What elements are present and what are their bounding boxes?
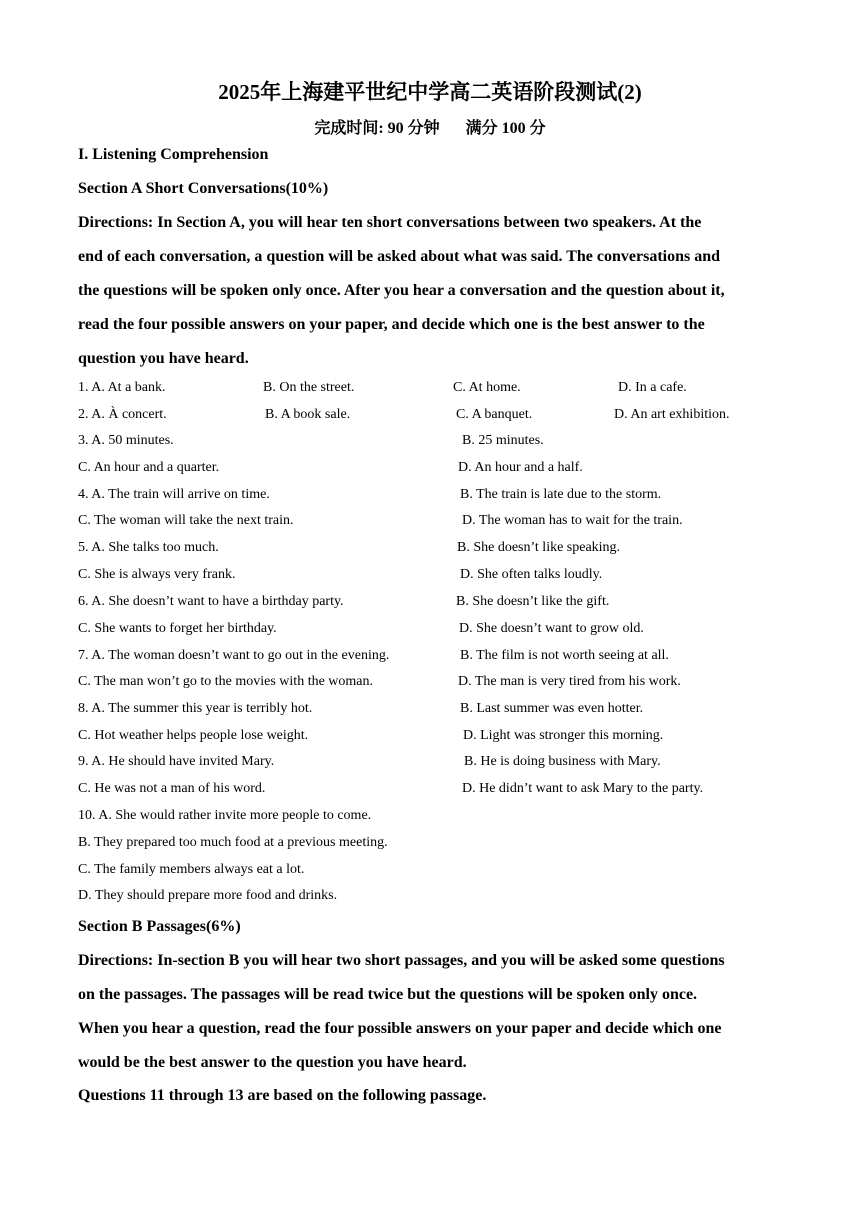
section-a-directions-line: read the four possible answers on your paper, and decide which one is the best answer to the (78, 316, 705, 333)
question-3-option-c: C. An hour and a quarter. (78, 460, 220, 475)
question-6-option-d: D. She doesn’t want to grow old. (459, 621, 644, 636)
section-a-directions-line: Directions: In Section A, you will hear ten short conversations between two speakers. At the (78, 214, 702, 231)
question-4-option-d: D. The woman has to wait for the train. (462, 513, 683, 528)
question-9-option-a: 9. A. He should have invited Mary. (78, 754, 275, 769)
question-7-option-d: D. The man is very tired from his work. (458, 674, 681, 689)
section-b-directions-line: When you hear a question, read the four possible answers on your paper and decide which one (78, 1020, 722, 1037)
question-9-option-c: C. He was not a man of his word. (78, 781, 266, 796)
question-8-option-c: C. Hot weather helps people lose weight. (78, 728, 309, 743)
question-6-option-b: B. She doesn’t like the gift. (456, 594, 610, 609)
section-a-heading: Section A Short Conversations(10%) (78, 180, 329, 197)
question-4-option-a: 4. A. The train will arrive on time. (78, 487, 270, 502)
part-heading: I. Listening Comprehension (78, 146, 269, 163)
section-b-directions-line: on the passages. The passages will be read twice but the questions will be spoken only once. (78, 986, 698, 1003)
question-7-option-b: B. The film is not worth seeing at all. (460, 648, 669, 663)
question-5-option-a: 5. A. She talks too much. (78, 540, 219, 555)
question-9-option-b: B. He is doing business with Mary. (464, 754, 661, 769)
question-3-option-d: D. An hour and a half. (458, 460, 583, 475)
question-10-option-b: B. They prepared too much food at a previous meeting. (78, 835, 388, 850)
question-1-option-b: B. On the street. (263, 380, 355, 395)
question-4-option-b: B. The train is late due to the storm. (460, 487, 662, 502)
question-10-option-a: 10. A. She would rather invite more people to come. (78, 808, 372, 823)
question-3-option-b: B. 25 minutes. (462, 433, 544, 448)
exam-title: 2025年上海建平世纪中学高二英语阶段测试(2) (218, 80, 642, 104)
section-b-directions-line: Directions: In-section B you will hear two short passages, and you will be asked some questions (78, 952, 725, 969)
question-8-option-d: D. Light was stronger this morning. (463, 728, 664, 743)
question-6-option-a: 6. A. She doesn’t want to have a birthday party. (78, 594, 344, 609)
section-b-directions-line: would be the best answer to the question you have heard. (78, 1054, 467, 1071)
question-2-option-b: B. A book sale. (265, 407, 351, 422)
time-limit: 完成时间: 90 分钟 (314, 120, 440, 137)
question-5-option-d: D. She often talks loudly. (460, 567, 603, 582)
question-1-option-d: D. In a cafe. (618, 380, 687, 395)
full-score: 满分 100 分 (465, 120, 546, 137)
section-a-directions-line: end of each conversation, a question will be asked about what was said. The conversations and (78, 248, 721, 265)
question-8-option-a: 8. A. The summer this year is terribly hot. (78, 701, 313, 716)
question-4-option-c: C. The woman will take the next train. (78, 513, 294, 528)
question-6-option-c: C. She wants to forget her birthday. (78, 621, 277, 636)
question-3-option-a: 3. A. 50 minutes. (78, 433, 174, 448)
question-5-option-b: B. She doesn’t like speaking. (457, 540, 621, 555)
question-2-option-c: C. A banquet. (456, 407, 533, 422)
section-b-heading: Section B Passages(6%) (78, 918, 241, 935)
question-2-option-a: 2. A. À concert. (78, 407, 167, 422)
question-10-option-c: C. The family members always eat a lot. (78, 862, 305, 877)
exam-subtitle (0, 115, 860, 138)
question-7-option-a: 7. A. The woman doesn’t want to go out in the evening. (78, 648, 390, 663)
question-10-option-d: D. They should prepare more food and drinks. (78, 888, 338, 903)
question-1-option-c: C. At home. (453, 380, 521, 395)
question-8-option-b: B. Last summer was even hotter. (460, 701, 644, 716)
section-b-passage-note: Questions 11 through 13 are based on the following passage. (78, 1087, 487, 1104)
section-a-directions-line: the questions will be spoken only once. After you hear a conversation and the question about it, (78, 282, 725, 299)
question-9-option-d: D. He didn’t want to ask Mary to the party. (462, 781, 704, 796)
question-1-option-a: 1. A. At a bank. (78, 380, 166, 395)
question-2-option-d: D. An art exhibition. (614, 407, 730, 422)
question-7-option-c: C. The man won’t go to the movies with the woman. (78, 674, 374, 689)
section-a-directions-line: question you have heard. (78, 350, 249, 367)
question-5-option-c: C. She is always very frank. (78, 567, 236, 582)
